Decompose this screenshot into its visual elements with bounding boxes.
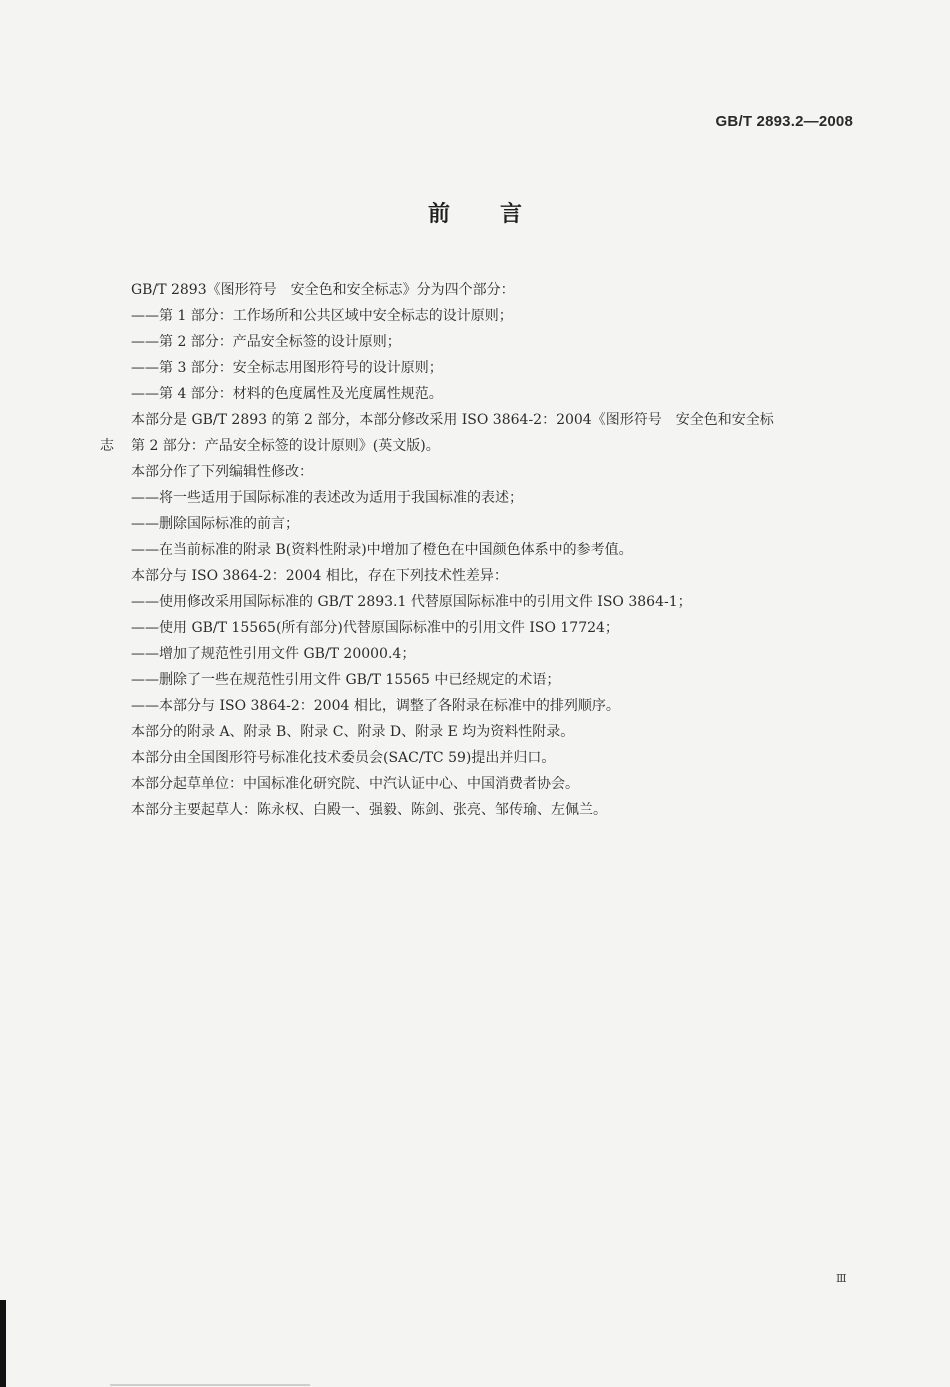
continuation-text: 第 2 部分：产品安全标签的设计原则》(英文版)。 [131, 438, 440, 454]
dash-list-item: ——第 1 部分：工作场所和公共区域中安全标志的设计原则； [131, 308, 513, 324]
paragraph-line: 本部分主要起草人：陈永权、白殿一、强毅、陈剑、张亮、邹传瑜、左佩兰。 [131, 802, 607, 818]
title-char-2: 言 [500, 202, 523, 227]
dash-list-item: ——第 3 部分：安全标志用图形符号的设计原则； [131, 360, 443, 376]
dash-list-item: ——增加了规范性引用文件 GB/T 20000.4； [131, 646, 416, 662]
paragraph-line: 本部分是 GB/T 2893 的第 2 部分，本部分修改采用 ISO 3864-2：2004《图形符号 安全色和安全标 [131, 412, 774, 428]
paragraph-line: 本部分作了下列编辑性修改： [131, 464, 313, 480]
title-char-1: 前 [427, 202, 450, 227]
paragraph-line: 本部分由全国图形符号标准化技术委员会(SAC/TC 59)提出并归口。 [131, 750, 556, 766]
paragraph-line: GB/T 2893《图形符号 安全色和安全标志》分为四个部分： [131, 282, 515, 298]
paragraph-line: 本部分起草单位：中国标准化研究院、中汽认证中心、中国消费者协会。 [131, 776, 579, 792]
dash-list-item: ——使用修改采用国际标准的 GB/T 2893.1 代替原国际标准中的引用文件 ISO 3864-1； [131, 594, 692, 610]
scan-edge-mark [0, 1300, 6, 1387]
dash-list-item: ——使用 GB/T 15565(所有部分)代替原国际标准中的引用文件 ISO 17724； [131, 620, 619, 636]
paragraph-line: 本部分与 ISO 3864-2：2004 相比，存在下列技术性差异： [131, 568, 508, 584]
page-title [0, 197, 950, 228]
standard-code: GB/T 2893.2—2008 [715, 113, 853, 130]
dash-list-item: ——第 4 部分：材料的色度属性及光度属性规范。 [131, 386, 443, 402]
continuation-lead-char: 志 [100, 438, 114, 454]
dash-list-item: ——删除了一些在规范性引用文件 GB/T 15565 中已经规定的术语； [131, 672, 561, 688]
paragraph-continuation [0, 433, 950, 459]
dash-list-item: ——本部分与 ISO 3864-2：2004 相比，调整了各附录在标准中的排列顺序。 [131, 698, 620, 714]
dash-list-item: ——删除国际标准的前言； [131, 516, 299, 532]
dash-list-item: ——第 2 部分：产品安全标签的设计原则； [131, 334, 401, 350]
foreword-body [0, 277, 950, 823]
scan-bottom-mark [110, 1384, 310, 1386]
page-number: Ⅲ [836, 1272, 847, 1285]
dash-list-item: ——将一些适用于国际标准的表述改为适用于我国标准的表述； [131, 490, 523, 506]
dash-list-item: ——在当前标准的附录 B(资料性附录)中增加了橙色在中国颜色体系中的参考值。 [131, 542, 633, 558]
paragraph-line: 本部分的附录 A、附录 B、附录 C、附录 D、附录 E 均为资料性附录。 [131, 724, 575, 740]
